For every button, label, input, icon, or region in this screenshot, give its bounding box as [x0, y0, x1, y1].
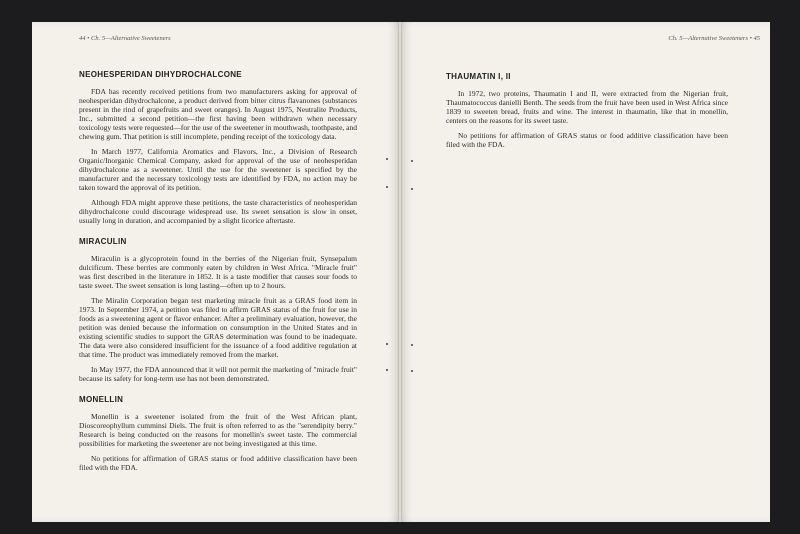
- binding-hole-mark: [411, 344, 413, 346]
- paragraph: No petitions for affirmation of GRAS status or food additive classification have been filed with the FDA.: [446, 131, 728, 149]
- right-text-column: [446, 72, 728, 161]
- paragraph: No petitions for affirmation of GRAS status or food additive classification have been filed with the FDA.: [79, 454, 357, 472]
- paragraph: The Miralin Corporation began test marketing miracle fruit as a GRAS food item in 1973. In September 1974, a petition was filed to affirm GRAS status of the fruit for use in foods as a sweetening agent or flavor enhancer. After a preliminary evaluation, however, the petition was denied because the information on consumption in the United States and in existing scientific studies to support the GRAS determination was found to be inadequate. The data were also considered insufficient for the issuance of a food additive regulation at that time. The product was immediately removed from the market.: [79, 296, 357, 359]
- binding-hole-mark: [411, 370, 413, 372]
- section-neohesperidan: [79, 70, 357, 225]
- paragraph: In March 1977, California Aromatics and Flavors, Inc., a Division of Research Organic/Inorganic Chemical Company, asked for approval of the use of neohesperidan dihydrochalcone as a sweetener. Until the use for the sweetener is specified by the manufacturer and the necessary toxicology tests are identified by FDA, no action may be taken toward the approval of its petition.: [79, 147, 357, 192]
- left-running-head: 44 • Ch. 5—Alternative Sweeteners: [79, 35, 171, 42]
- section-heading: NEOHESPERIDAN DIHYDROCHALCONE: [79, 70, 242, 79]
- section-heading: MIRACULIN: [79, 237, 127, 246]
- binding-hole-mark: [411, 188, 413, 190]
- binding-hole-mark: [386, 186, 388, 188]
- paragraph: In 1972, two proteins, Thaumatin I and II, were extracted from the Nigerian fruit, Thaumatococcus danielli Benth. The seeds from the fruit have been used in West Africa since 1839 to sweeten bread, fruits and wine. The interest in thaumatin, like that in monellin, centers on the reasons for its sweet taste.: [446, 89, 728, 125]
- section-heading: THAUMATIN I, II: [446, 72, 511, 81]
- paragraph: Miraculin is a glycoprotein found in the berries of the Nigerian fruit, Synsepalum dulcificum. These berries are commonly eaten by children in West Africa. "Miracle fruit" was first described in the literature in 1852. It is a taste modifier that causes sour foods to taste sweet. The sweet sensation is long lasting—often up to 2 hours.: [79, 254, 357, 290]
- binding-hole-mark: [386, 158, 388, 160]
- right-running-head: Ch. 5—Alternative Sweeteners • 45: [668, 35, 760, 42]
- paragraph: Monellin is a sweetener isolated from the fruit of the West African plant, Dioscoreophyllum cumminsi Diels. The fruit is often referred to as the "serendipity berry." Research is being conducted on the reasons for monellin's sweet taste. The commercial possibilities for marketing the sweetener are not being investigated at this time.: [79, 412, 357, 448]
- paragraph: FDA has recently received petitions from two manufacturers asking for approval of neohesperidan dihydrochalcone, a product derived from bitter citrus flavanones (substances present in the rind of grapefruits and sweet oranges). In August 1975, Neutralite Products, Inc., submitted a second petition—the first having been withdrawn when necessary toxicology tests were requested—for the use of the sweetener in mouthwash, toothpaste, and chewing gum. That petition is still incomplete, pending receipt of the toxicology data.: [79, 87, 357, 141]
- book-spine: [398, 22, 402, 522]
- binding-hole-mark: [411, 160, 413, 162]
- binding-hole-mark: [386, 369, 388, 371]
- left-text-column: [79, 70, 357, 484]
- section-miraculin: [79, 237, 357, 383]
- paragraph: Although FDA might approve these petitions, the taste characteristics of neohesperidan dihydrochalcone could discourage widespread use. Its sweet sensation is slow in onset, usually long in duration, and accompanied by a slight licorice aftertaste.: [79, 198, 357, 225]
- section-thaumatin: [446, 72, 728, 149]
- binding-hole-mark: [386, 343, 388, 345]
- section-monellin: [79, 395, 357, 472]
- section-heading: MONELLIN: [79, 395, 124, 404]
- paragraph: In May 1977, the FDA announced that it will not permit the marketing of "miracle fruit" because its safety for long-term use has not been demonstrated.: [79, 365, 357, 383]
